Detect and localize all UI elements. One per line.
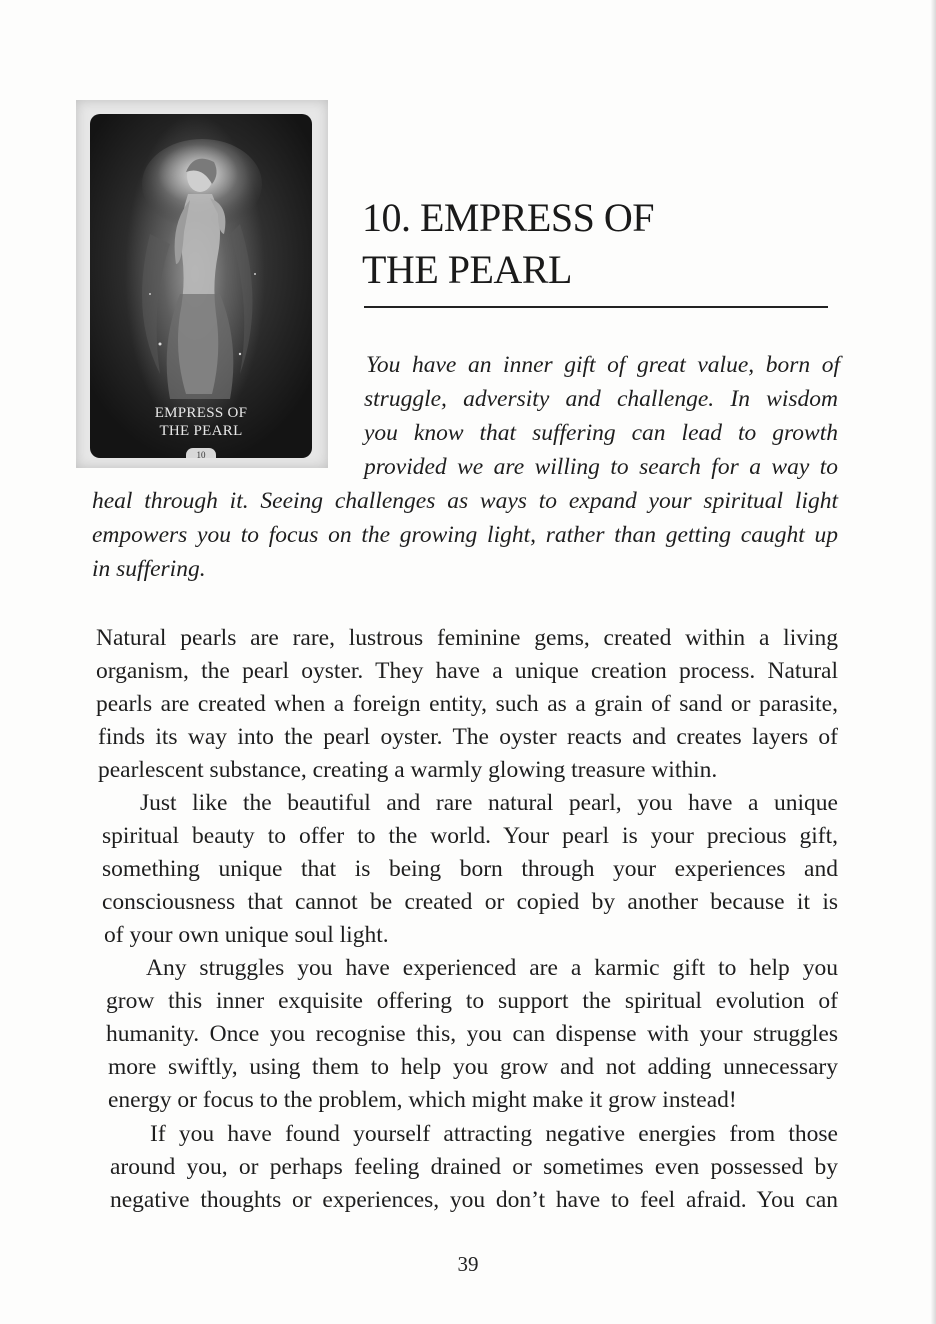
- body-line: Just like the beautiful and rare natural pearl, you have a unique: [140, 790, 838, 816]
- body-line: spiritual beauty to offer to the world. Your pearl is your precious gift,: [102, 823, 838, 849]
- body-line: energy or focus to the problem, which might make it grow instead!: [108, 1087, 737, 1113]
- body-line: negative thoughts or experiences, you don’t have to feel afraid. You can: [110, 1187, 838, 1213]
- intro-line: empowers you to focus on the growing light, rather than getting caught up: [92, 522, 838, 548]
- body-line: humanity. Once you recognise this, you can dispense with your struggles: [106, 1021, 838, 1047]
- body-line: consciousness that cannot be created or copied by another because it is: [102, 889, 838, 915]
- oracle-card: [90, 114, 312, 458]
- title-divider: [364, 306, 828, 308]
- intro-line: struggle, adversity and challenge. In wisdom: [364, 386, 838, 412]
- intro-line: provided we are willing to search for a way to: [364, 454, 838, 480]
- card-number: 10: [186, 448, 216, 458]
- card-label-line1: EMPRESS OF: [154, 405, 248, 421]
- body-line: grow this inner exquisite offering to support the spiritual evolution of: [106, 988, 838, 1014]
- body-line: pearlescent substance, creating a warmly glowing treasure within.: [98, 757, 718, 783]
- intro-line: in suffering.: [92, 556, 206, 582]
- body-line: Any struggles you have experienced are a karmic gift to help you: [146, 955, 838, 981]
- intro-line: you know that suffering can lead to growth: [364, 420, 838, 446]
- body-line: more swiftly, using them to help you grow and not adding unnecessary: [108, 1054, 838, 1080]
- title-line2: THE PEARL: [362, 247, 572, 292]
- body-line: organism, the pearl oyster. They have a unique creation process. Natural: [96, 658, 838, 684]
- body-line: If you have found yourself attracting negative energies from those: [150, 1121, 838, 1147]
- body-line: around you, or perhaps feeling drained or sometimes even possessed by: [110, 1154, 838, 1180]
- page-edge-shadow: [930, 0, 936, 1324]
- body-line: something unique that is being born through your experiences and: [102, 856, 838, 882]
- intro-line: You have an inner gift of great value, born of: [366, 352, 840, 378]
- body-line: pearls are created when a foreign entity, such as a grain of sand or parasite,: [96, 691, 838, 717]
- card-label-line2: THE PEARL: [159, 423, 243, 439]
- oracle-card-image: [76, 100, 328, 468]
- card-label: [90, 404, 312, 440]
- body-line: Natural pearls are rare, lustrous feminine gems, created within a living: [96, 625, 838, 651]
- title-line1: 10. EMPRESS OF: [362, 195, 654, 240]
- body-line: finds its way into the pearl oyster. The oyster reacts and creates layers of: [98, 724, 838, 750]
- body-line: of your own unique soul light.: [104, 922, 389, 948]
- intro-line: heal through it. Seeing challenges as ways to expand your spiritual light: [92, 488, 838, 514]
- page-number: 39: [457, 1252, 479, 1276]
- page-title: [362, 192, 832, 296]
